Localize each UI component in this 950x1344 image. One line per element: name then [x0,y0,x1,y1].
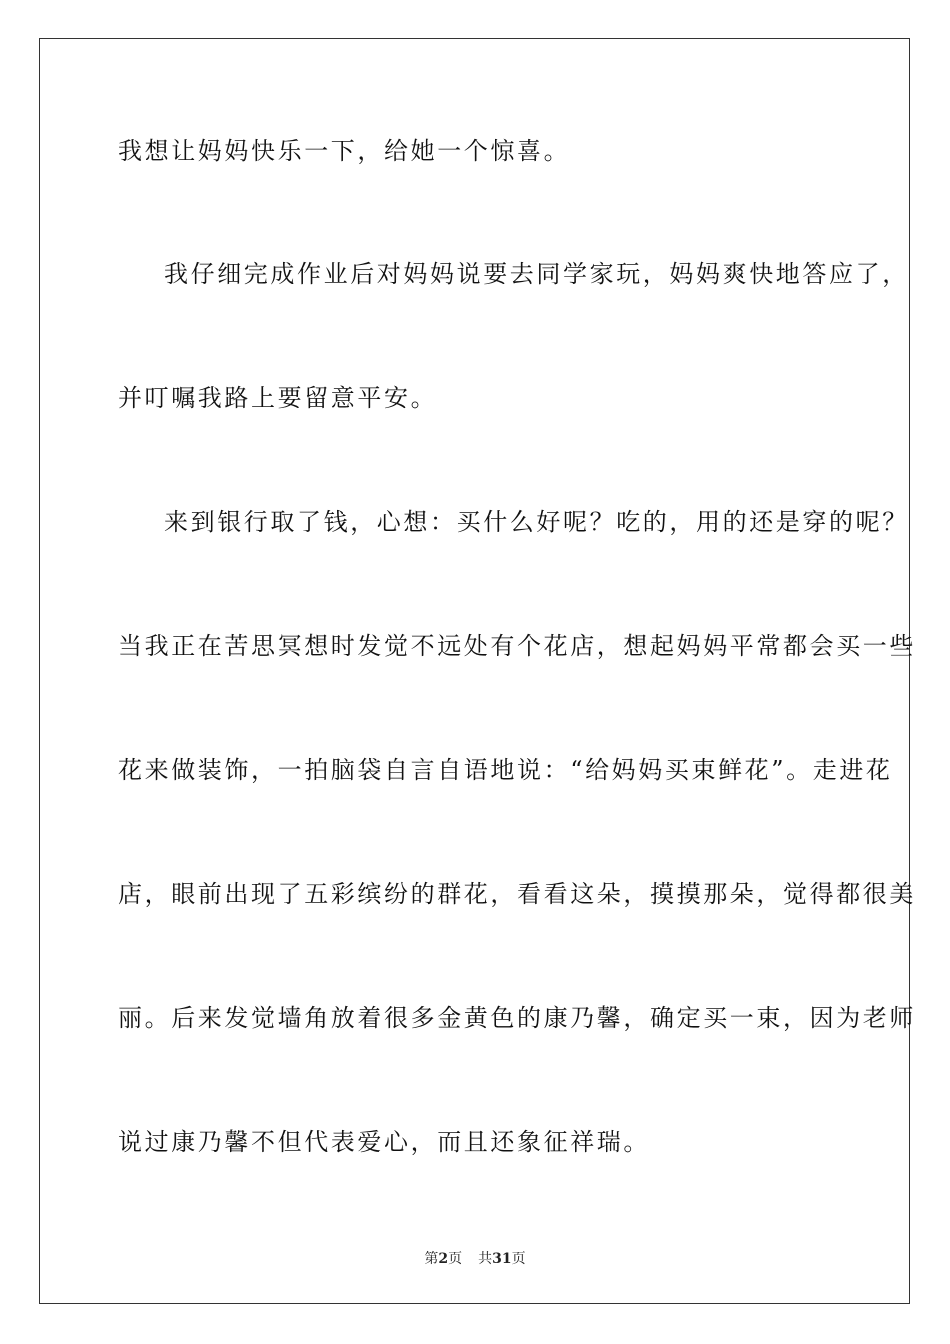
text-line-6: 花来做装饰，一拍脑袋自言自语地说：“给妈妈买束鲜花”。走进花 [118,756,893,784]
text-line-7: 店，眼前出现了五彩缤纷的群花，看看这朵，摸摸那朵，觉得都很美 [118,880,916,908]
text-line-2: 我仔细完成作业后对妈妈说要去同学家玩，妈妈爽快地答应了， [164,260,909,288]
page-footer [0,1248,950,1268]
total-prefix: 共 [478,1251,493,1267]
text-line-5: 当我正在苦思冥想时发觉不远处有个花店，想起妈妈平常都会买一些 [118,632,916,660]
text-line-1: 我想让妈妈快乐一下，给她一个惊喜。 [118,137,571,165]
text-line-8: 丽。后来发觉墙角放着很多金黄色的康乃馨，确定买一束，因为老师 [118,1004,916,1032]
total-suffix: 页 [511,1251,526,1267]
page-suffix: 页 [448,1251,463,1267]
page-border [39,38,916,1304]
text-line-4: 来到银行取了钱，心想：买什么好呢？吃的，用的还是穿的呢？ [164,508,909,536]
total-pages: 31 [492,1251,512,1267]
text-line-3: 并叮嘱我路上要留意平安。 [118,384,438,412]
page-number: 2 [438,1251,449,1267]
page-prefix: 第 [424,1251,439,1267]
text-line-9: 说过康乃馨不但代表爱心，而且还象征祥瑞。 [118,1128,650,1156]
